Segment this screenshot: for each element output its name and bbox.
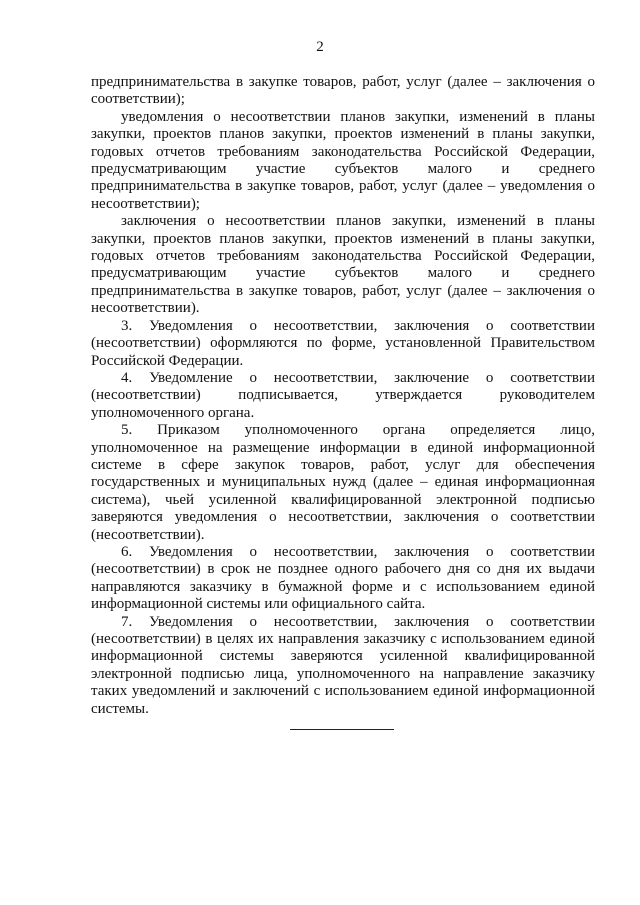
end-separator-line xyxy=(290,729,394,730)
paragraph-item-7: 7. Уведомления о несоответствии, заключения о соответствии (несоответствии) в целях их направления заказчику с использованием единой информационной системы заверяются усиленной квалифицированной электронной подписью лица, уполномоченного на направление заказчику таких уведомлений и заключений с использованием единой информационной системы. xyxy=(91,613,595,717)
paragraph-conclusions-nonconformity: заключения о несоответствии планов закупки, изменений в планы закупки, проектов планов закупки, проектов изменений в планы закупки, годовых отчетов требованиям законодательства Российской Федерации, предусматривающим участие субъектов малого и среднего предпринимательства в закупке товаров, работ, услуг (далее – заключения о несоответствии). xyxy=(91,213,595,317)
paragraph-item-5: 5. Приказом уполномоченного органа определяется лицо, уполномоченное на размещение информации в единой информационной системе в сфере закупок товаров, работ, услуг для обеспечения государственных и муниципальных нужд (далее – единая информационная система), чьей усиленной квалифицированной электронной подписью заверяются уведомления о несоответствии, заключения о соответствии (несоответствии). xyxy=(91,422,595,543)
document-body xyxy=(91,74,595,718)
paragraph-item-4: 4. Уведомление о несоответствии, заключение о соответствии (несоответствии) подписывается, утверждается руководителем уполномоченного органа. xyxy=(91,369,595,421)
paragraph-item-3: 3. Уведомления о несоответствии, заключения о соответствии (несоответствии) оформляются по форме, установленной Правительством Российской Федерации. xyxy=(91,317,595,369)
paragraph-continuation: предпринимательства в закупке товаров, работ, услуг (далее – заключения о соответствии); xyxy=(91,74,595,108)
paragraph-notifications-nonconformity: уведомления о несоответствии планов закупки, изменений в планы закупки, проектов планов закупки, проектов изменений в планы закупки, годовых отчетов требованиям законодательства Российской Федерации, предусматривающим участие субъектов малого и среднего предпринимательства в закупке товаров, работ, услуг (далее – уведомления о несоответствии); xyxy=(91,108,595,212)
page-number: 2 xyxy=(316,39,324,55)
paragraph-item-6: 6. Уведомления о несоответствии, заключения о соответствии (несоответствии) в срок не позднее одного рабочего дня со дня их выдачи направляются заказчику в бумажной форме и с использованием единой информационной системы или официального сайта. xyxy=(91,543,595,613)
